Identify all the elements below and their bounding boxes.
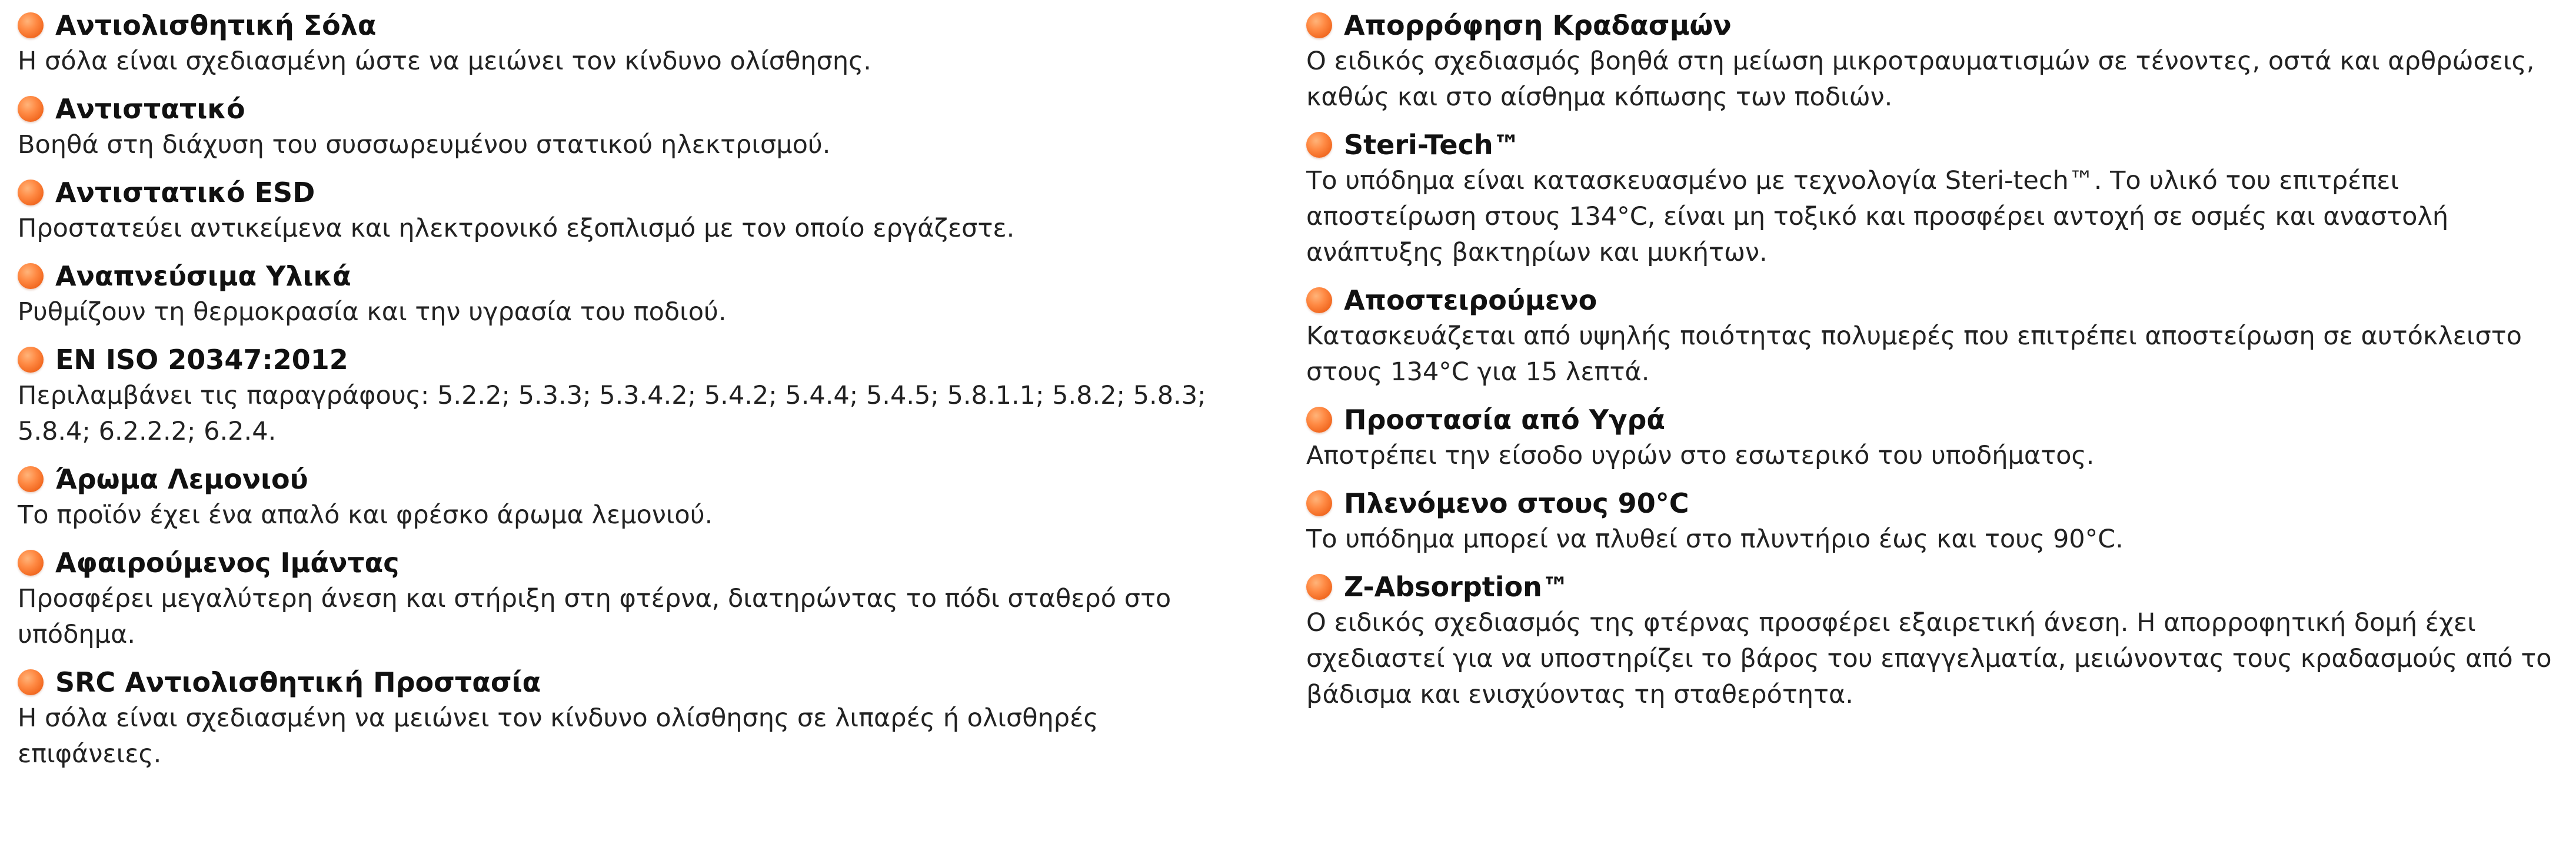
feature-liquid-protection (1306, 401, 2565, 474)
feature-header (18, 174, 1242, 211)
feature-title: Αντιστατικό (55, 93, 245, 125)
orange-bullet-icon (18, 550, 44, 576)
feature-anti-slip-sole (18, 7, 1242, 79)
feature-description: Ρυθμίζουν τη θερμοκρασία και την υγρασία του ποδιού. (18, 297, 727, 327)
feature-header (1306, 485, 2565, 522)
feature-title: Αναπνεύσιμα Υλικά (55, 260, 351, 292)
feature-title: Προστασία από Υγρά (1344, 404, 1665, 436)
feature-description: Ο ειδικός σχεδιασμός της φτέρνας προσφέρει εξαιρετική άνεση. Η απορροφητική δομή έχει σχεδιαστεί για να υποστηρίζει το βάρος του επαγγελματία, μειώνοντας τους κραδασμούς από το βάδισμα και ενισχύοντας τη σταθερότητα. (1306, 608, 2552, 709)
feature-description: Το υπόδημα μπορεί να πλυθεί στο πλυντήριο έως και τους 90°C. (1306, 524, 2124, 554)
orange-bullet-icon (1306, 490, 1332, 516)
orange-bullet-icon (1306, 132, 1332, 158)
feature-src-slip-protection (18, 664, 1242, 772)
orange-bullet-icon (1306, 12, 1332, 38)
feature-breathable-materials (18, 258, 1242, 330)
feature-description: Περιλαμβάνει τις παραγράφους: 5.2.2; 5.3.3; 5.3.4.2; 5.4.2; 5.4.4; 5.4.5; 5.8.1.1; 5.8.2; 5.8.3; 5.8.4; 6.2.2.2; 6.2.4. (18, 381, 1206, 446)
feature-description: Το υπόδημα είναι κατασκευασμένο με τεχνολογία Steri-tech™. Το υλικό του επιτρέπει αποστείρωση στους 134°C, είναι μη τοξικό και προσφέρει αντοχή σε οσμές και αναστολή ανάπτυξης βακτηρίων και μυκήτων. (1306, 166, 2449, 267)
feature-title: Πλενόμενο στους 90°C (1344, 487, 1689, 519)
feature-title: Άρωμα Λεμονιού (55, 463, 308, 495)
feature-header (1306, 127, 2565, 163)
feature-description: Κατασκευάζεται από υψηλής ποιότητας πολυμερές που επιτρέπει αποστείρωση σε αυτόκλειστο στους 134°C για 15 λεπτά. (1306, 321, 2522, 387)
orange-bullet-icon (18, 669, 44, 695)
feature-description: Η σόλα είναι σχεδιασμένη να μειώνει τον κίνδυνο ολίσθησης σε λιπαρές ή ολισθηρές επιφάνειες. (18, 703, 1099, 769)
feature-sterilizable (1306, 282, 2565, 390)
orange-bullet-icon (1306, 407, 1332, 433)
feature-title: Αποστειρούμενο (1344, 284, 1597, 316)
feature-antistatic-esd (18, 174, 1242, 247)
feature-washable-90c (1306, 485, 2565, 557)
feature-title: EN ISO 20347:2012 (55, 344, 348, 376)
feature-description: Ο ειδικός σχεδιασμός βοηθά στη μείωση μικροτραυματισμών σε τένοντες, οστά και αρθρώσεις, καθώς και στο αίσθημα κόπωσης των ποδιών. (1306, 47, 2535, 112)
feature-title: Steri-Tech™ (1344, 129, 1520, 161)
feature-title: Z-Absorption™ (1344, 571, 1569, 603)
feature-title: Απορρόφηση Κραδασμών (1344, 9, 1732, 41)
feature-description: Το προϊόν έχει ένα απαλό και φρέσκο άρωμα λεμονιού. (18, 500, 713, 530)
feature-antistatic (18, 91, 1242, 163)
orange-bullet-icon (1306, 574, 1332, 600)
feature-header (18, 91, 1242, 127)
feature-title: SRC Αντιολισθητική Προστασία (55, 666, 541, 698)
orange-bullet-icon (18, 263, 44, 289)
orange-bullet-icon (18, 96, 44, 122)
features-left-column (18, 7, 1242, 783)
feature-removable-strap (18, 544, 1242, 653)
feature-description: Αποτρέπει την είσοδο υγρών στο εσωτερικό του υποδήματος. (1306, 441, 2095, 470)
feature-en-iso-standard (18, 341, 1242, 450)
feature-lemon-scent (18, 461, 1242, 533)
feature-header (18, 7, 1242, 44)
feature-description: Βοηθά στη διάχυση του συσσωρευμένου στατικού ηλεκτρισμού. (18, 130, 831, 160)
orange-bullet-icon (1306, 287, 1332, 313)
feature-header (1306, 569, 2565, 605)
orange-bullet-icon (18, 347, 44, 373)
feature-description: Η σόλα είναι σχεδιασμένη ώστε να μειώνει τον κίνδυνο ολίσθησης. (18, 47, 871, 76)
feature-description: Προστατεύει αντικείμενα και ηλεκτρονικό εξοπλισμό με τον οποίο εργάζεστε. (18, 214, 1015, 243)
feature-header (1306, 7, 2565, 44)
orange-bullet-icon (18, 180, 44, 205)
feature-header (18, 258, 1242, 294)
feature-title: Αντιολισθητική Σόλα (55, 9, 377, 41)
feature-header (18, 544, 1242, 581)
feature-header (1306, 401, 2565, 438)
orange-bullet-icon (18, 12, 44, 38)
features-right-column (1306, 7, 2565, 724)
feature-header (18, 461, 1242, 497)
feature-shock-absorption (1306, 7, 2565, 115)
feature-header (18, 341, 1242, 378)
feature-z-absorption (1306, 569, 2565, 713)
feature-header (1306, 282, 2565, 318)
feature-title: Αντιστατικό ESD (55, 177, 315, 208)
feature-header (18, 664, 1242, 700)
feature-title: Αφαιρούμενος Ιμάντας (55, 547, 400, 579)
feature-steri-tech (1306, 127, 2565, 271)
orange-bullet-icon (18, 466, 44, 492)
feature-description: Προσφέρει μεγαλύτερη άνεση και στήριξη στη φτέρνα, διατηρώντας το πόδι σταθερό στο υπόδημα. (18, 584, 1171, 649)
